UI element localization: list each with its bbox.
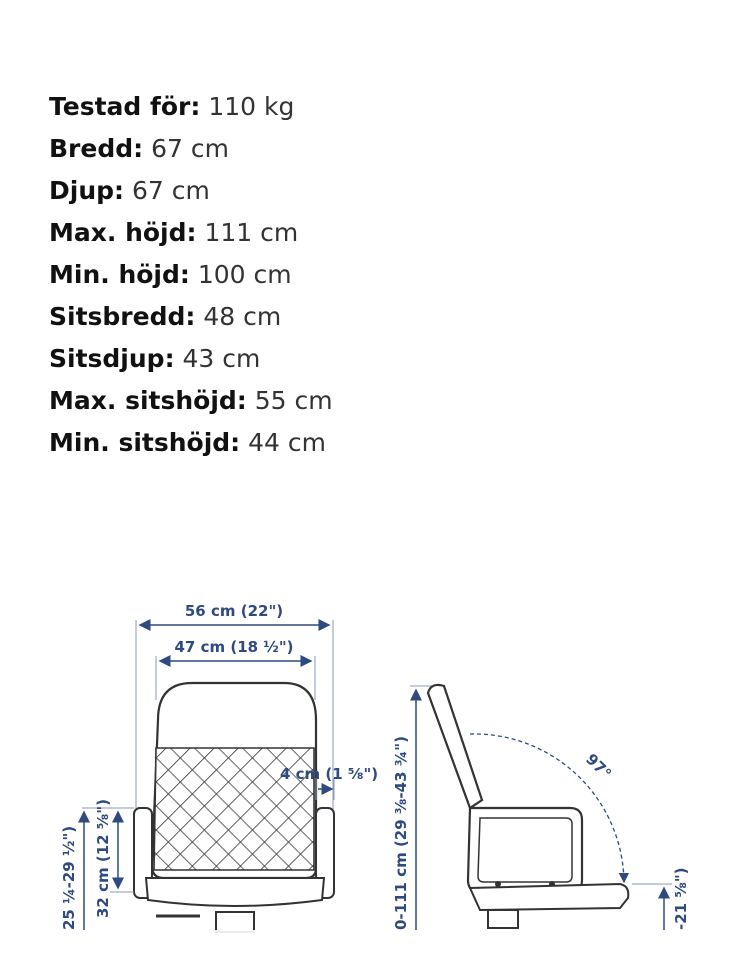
spec-value: 111 cm	[204, 218, 299, 247]
side-view	[392, 685, 690, 930]
spec-value: 44 cm	[248, 428, 326, 457]
seat-height-range-label: -21 ⅝")	[672, 867, 690, 930]
base-side	[488, 910, 518, 928]
spec-label: Bredd:	[49, 134, 144, 163]
spec-value: 67 cm	[151, 134, 229, 163]
recline-angle-label: 97°	[582, 750, 615, 783]
spec-label: Max. höjd:	[49, 218, 197, 247]
outer-width-label: 56 cm (22")	[184, 602, 284, 620]
spec-label: Djup:	[49, 176, 125, 205]
spec-value: 43 cm	[182, 344, 261, 373]
spec-label: Sitsdjup:	[49, 344, 175, 373]
chair-base	[216, 912, 254, 932]
arm-height-range-label: 25 ¼-29 ½")	[60, 825, 78, 930]
spec-label: Min. höjd:	[49, 260, 190, 289]
back-width-label: 47 cm (18 ½")	[174, 638, 294, 656]
spec-label: Max. sitshöjd:	[49, 386, 247, 415]
spec-value: 48 cm	[203, 302, 282, 331]
backrest-side	[428, 685, 482, 808]
seat-front	[146, 878, 324, 906]
spec-label: Testad för:	[49, 92, 201, 121]
armrest-gap-label: 4 cm (1 ⅝")	[280, 765, 379, 783]
spec-value: 55 cm	[254, 386, 333, 415]
spec-value: 100 cm	[197, 260, 292, 289]
front-view	[60, 602, 378, 932]
arm-height-label: 32 cm (12 ⅝")	[94, 799, 112, 918]
seat-side	[470, 884, 628, 910]
spec-value: 67 cm	[131, 176, 210, 205]
spec-label: Min. sitshöjd:	[49, 428, 241, 457]
total-height-label: 0-111 cm (29 ⅜-43 ¾")	[392, 736, 410, 930]
spec-value: 110 kg	[208, 92, 295, 121]
spec-label: Sitsbredd:	[49, 302, 196, 331]
